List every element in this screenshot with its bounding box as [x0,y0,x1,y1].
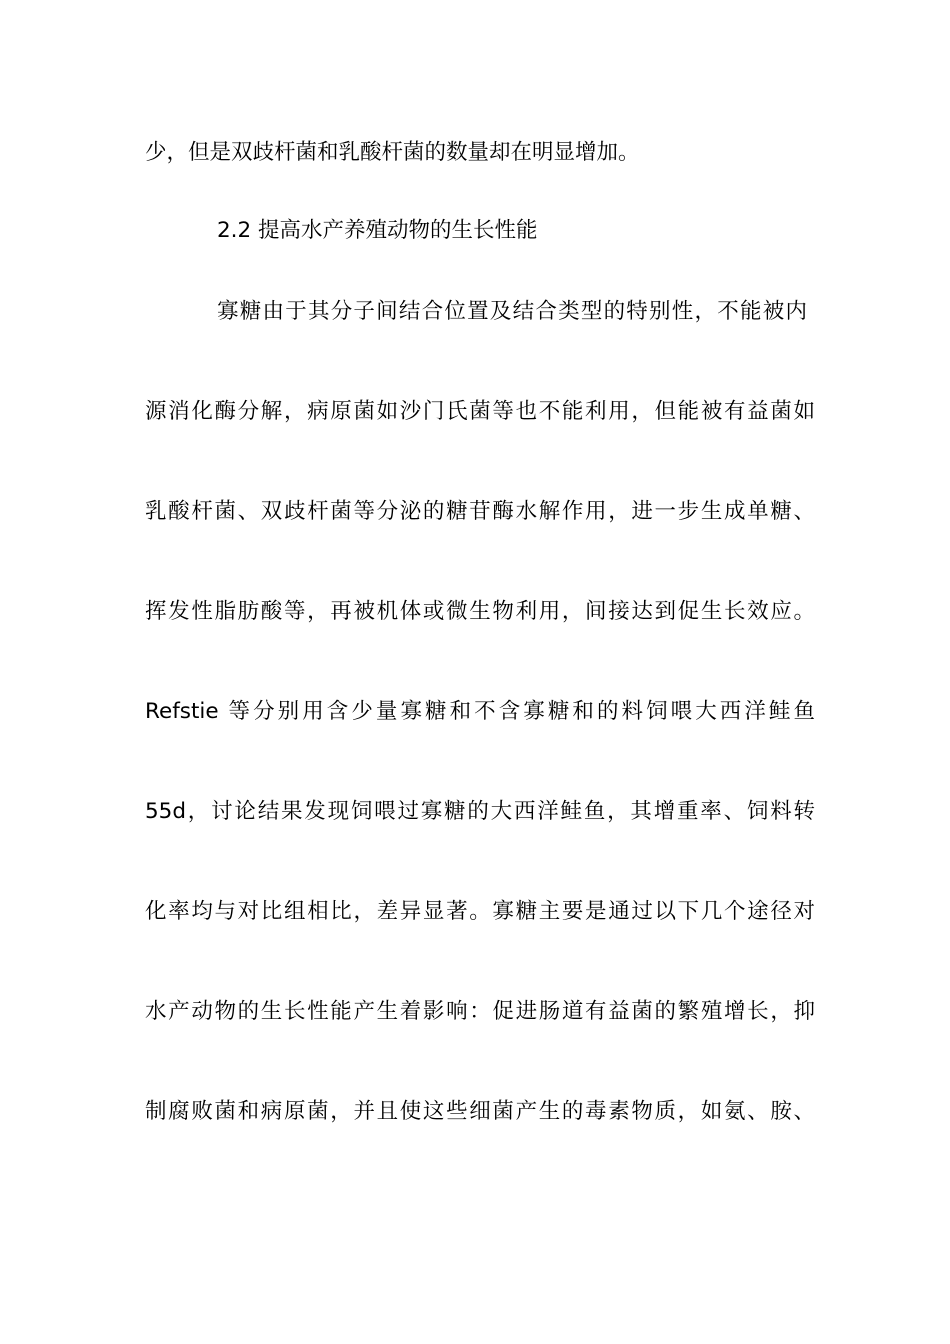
paragraph-line: 55d，讨论结果发现饲喂过寡糖的大西洋鲑鱼，其增重率、饲料转 [145,799,815,824]
paragraph-line: 少，但是双歧杆菌和乳酸杆菌的数量却在明显增加。 [145,140,640,165]
paragraph-line: 寡糖由于其分子间结合位置及结合类型的特别性，不能被内 [217,299,807,324]
paragraph-line: 化率均与对比组相比，差异显著。寡糖主要是通过以下几个途径对 [145,899,815,924]
paragraph-line: Refstie 等分别用含少量寡糖和不含寡糖和的料饲喂大西洋鲑鱼 [145,699,815,724]
paragraph-line: 制腐败菌和病原菌，并且使这些细菌产生的毒素物质，如氨、胺、 [145,1099,815,1124]
section-heading: 2.2 提高水产养殖动物的生长性能 [217,218,538,243]
paragraph-line: 源消化酶分解，病原菌如沙门氏菌等也不能利用，但能被有益菌如 [145,399,815,424]
paragraph-line: 挥发性脂肪酸等，再被机体或微生物利用，间接达到促生长效应。 [145,599,815,624]
paragraph-line: 水产动物的生长性能产生着影响：促进肠道有益菌的繁殖增长，抑 [145,999,815,1024]
paragraph-line: 乳酸杆菌、双歧杆菌等分泌的糖苷酶水解作用，进一步生成单糖、 [145,499,815,524]
